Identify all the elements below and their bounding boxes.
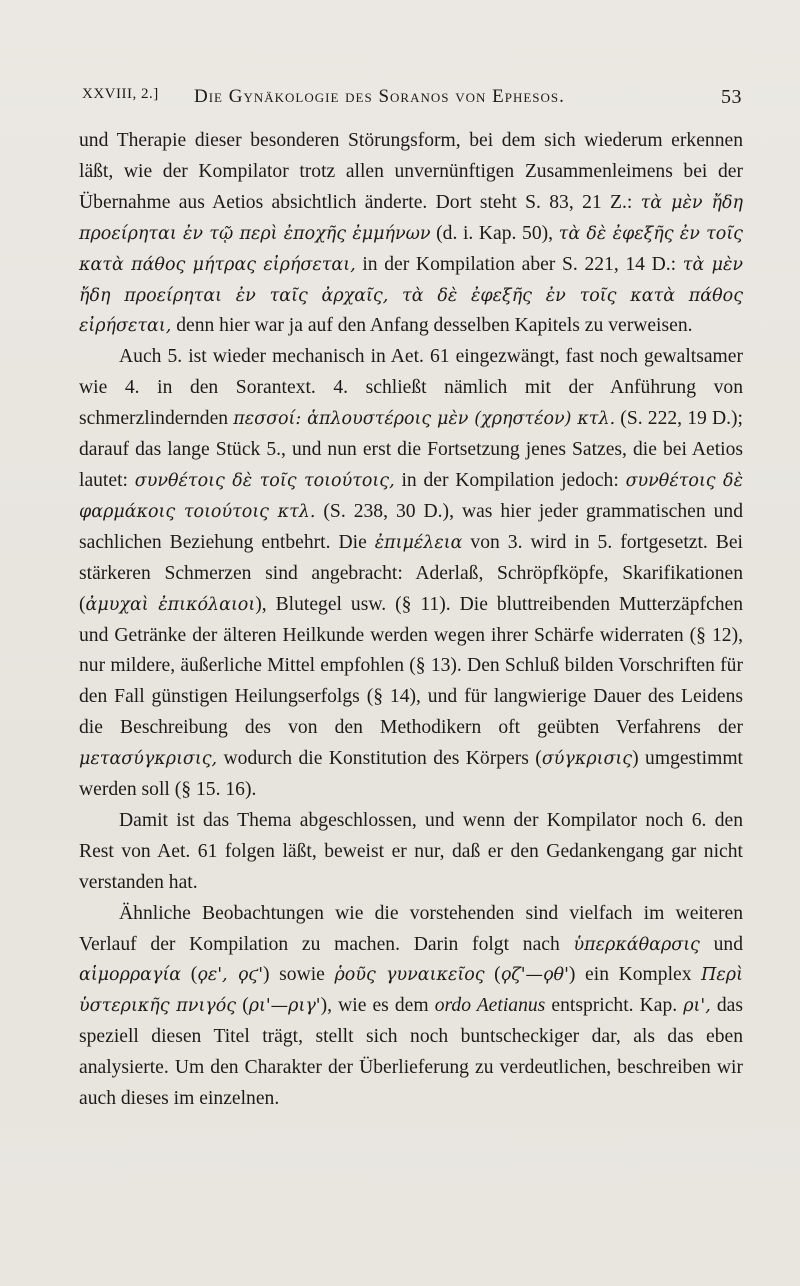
paragraph (79, 806, 743, 899)
text-run: ) ein Komplex (568, 964, 702, 986)
text-run: Ähnliche Beobachtungen wie die vorstehenden sind vielfach im weiteren Verlauf der Kompilation zu machen. Darin folgt nach (79, 902, 743, 955)
text-run: entspricht. Kap. (545, 995, 684, 1017)
page-number: 53 (721, 86, 742, 108)
text-run: (S. 238, 30 D.), was hier jeder grammatischen und sachlichen Beziehung entbehrt. Die (79, 500, 743, 553)
running-title: Die Gynäkologie des Soranos von Ephesos. (194, 86, 565, 107)
running-header (82, 86, 742, 114)
text-run: denn hier war ja auf den Anfang desselben Kapitels zu verweisen. (171, 315, 693, 337)
text-run: Auch 5. ist wieder mechanisch in Aet. 61 eingezwängt, fast noch gewaltsamer wie 4. in den Sorantext. 4. schließt nämlich mit der Anführung von schmerzlindernden (79, 346, 743, 430)
greek-text: σύγκρισις (541, 749, 633, 770)
paragraph (79, 899, 743, 1115)
text-run: und (699, 933, 743, 955)
greek-text: ἐπιμέλεια (374, 532, 463, 553)
greek-text: ἀμυχαὶ ἐπικόλαιοι (85, 594, 256, 615)
greek-text: τὰ δὲ ἐφεξῆς ἐν τοῖς κατὰ πάθος μήτρας εἰρήσεται, (79, 223, 743, 275)
paragraph (79, 342, 743, 806)
greek-text: Περὶ ὑστερικῆς πνιγός (79, 965, 743, 1017)
greek-text: συνθέτοις δὲ φαρμάκοις τοιούτοις κτλ. (79, 470, 743, 522)
body-text (79, 126, 743, 1115)
text-run: und Therapie dieser besonderen Störungsform, bei dem sich wiederum erkennen läßt, wie der Kompilator trotz allen unvernünftigen Zusammenleimens bei der Übernahme aus Aetios absichtlich änderte. Dort steht S. 83, 21 Z.: (79, 130, 743, 213)
greek-text: μετασύγκρισις, (79, 749, 218, 770)
greek-text: ρι', (683, 996, 711, 1017)
text-run: das speziell diesen Titel trägt, stellt sich noch buntscheckiger dar, als das eben analysierte. Um den Charakter der Überlieferung zu verdeutlichen, beschreiben wir auch dieses im einzelnen. (79, 995, 743, 1110)
greek-text: ρι'—ριγ' (248, 996, 321, 1017)
greek-text: ϙε', ϙϛ' (197, 965, 264, 986)
text-run: ( (181, 964, 198, 986)
text-run: ( (236, 995, 249, 1017)
text-run: (d. i. Kap. 50), (430, 222, 559, 244)
text-run: Damit ist das Thema abgeschlossen, und wenn der Kompilator noch 6. den Rest von Aet. 61 folgen läßt, beweist er nur, daß er den Gedankengang gar nicht verstanden hat. (79, 809, 743, 893)
paragraph (79, 126, 743, 342)
text-run: von 3. wird in 5. fortgesetzt. Bei stärkeren Schmerzen sind angebracht: Aderlaß, Schröpfköpfe, Skarifikationen ( (79, 531, 743, 615)
greek-text: ϙζ'—ϙθ' (500, 965, 569, 986)
greek-text: πεσσοί: ἁπλουστέροις μὲν (χρηστέον) κτλ. (233, 409, 616, 430)
greek-text: ῥοῦς γυναικεῖος (334, 965, 485, 986)
greek-text: τὰ μὲν ἤδη προείρηται ἐν τῷ περὶ ἐποχῆς ἐμμήνων (79, 192, 743, 244)
text-run: ) umgestimmt werden soll (§ 15. 16). (79, 748, 743, 801)
text-run: ( (484, 964, 501, 986)
text-run: (S. 222, 19 D.); darauf das lange Stück 5., und nun erst die Fortsetzung jenes Satzes, die bei Aetios lautet: (79, 408, 743, 491)
greek-text: συνθέτοις δὲ τοῖς τοιούτοις, (134, 470, 395, 491)
text-run: wodurch die Konstitution des Körpers ( (217, 748, 542, 770)
text-run: ), wie es dem (320, 995, 435, 1017)
greek-text: ὑπερκάθαρσις (573, 934, 700, 955)
greek-text: τὰ μὲν ἤδη προείρηται ἐν ταῖς ἀρχαῖς, τὰ δὲ ἐφεξῆς ἐν τοῖς κατὰ πάθος εἰρήσεται, (79, 254, 744, 337)
text-run: ) sowie (263, 964, 335, 986)
text-run: in der Kompilation aber S. 221, 14 D.: (355, 253, 683, 275)
section-reference: XXVIII, 2.] (82, 86, 159, 102)
italic-text: ordo Aetianus (434, 995, 546, 1017)
text-run: in der Kompilation jedoch: (394, 469, 626, 491)
text-run: ), Blutegel usw. (§ 11). Die bluttreibenden Mutterzäpfchen und Getränke der älteren Heilkunde werden wegen ihrer Schärfe widerraten (§ 12), nur mildere, äußerliche Mittel empfohlen (§ 13). Den Schluß bilden Vorschriften für den Fall günstigen Heilungserfolgs (§ 14), und für langwierige Dauer des Leidens die Beschreibung des von den Methodikern oft geübten Verfahrens der (79, 593, 743, 739)
greek-text: αἱμορραγία (79, 965, 182, 986)
